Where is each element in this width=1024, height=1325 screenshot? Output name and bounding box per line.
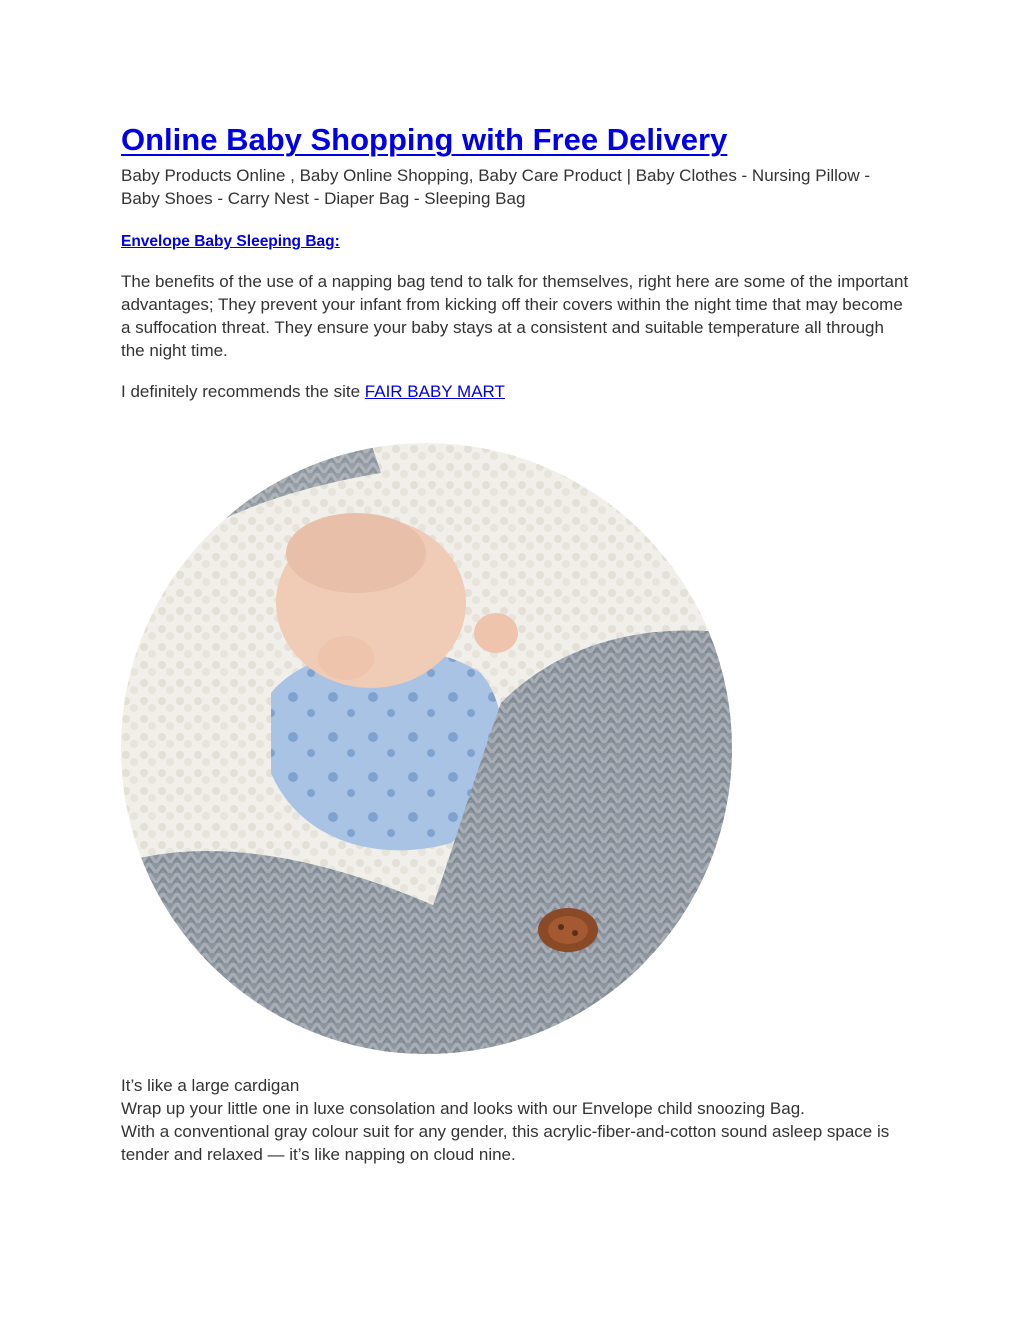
description-line-3: With a conventional gray colour suit for any gender, this acrylic-fiber-and-cotton sound asleep space is tender and relaxed — it’s like napping on cloud nine. bbox=[121, 1122, 890, 1164]
page-subtitle: Baby Products Online , Baby Online Shopping, Baby Care Product | Baby Clothes - Nursing Pillow - Baby Shoes - Carry Nest - Diaper Bag - Sleeping Bag bbox=[121, 166, 871, 208]
baby-photo-icon bbox=[121, 443, 732, 1054]
recommend-text: I definitely recommends the site bbox=[121, 382, 365, 401]
product-description bbox=[121, 1074, 921, 1166]
article bbox=[121, 118, 921, 403]
description-line-1: It’s like a large cardigan bbox=[121, 1076, 300, 1095]
intro-paragraph: The benefits of the use of a napping bag tend to talk for themselves, right here are some of the important advantages; They prevent your infant from kicking off their covers within the night time that may become a suffocation threat. They ensure your baby stays at a consistent and suitable temperature all through the night time. bbox=[121, 272, 909, 360]
page-title-link[interactable]: Online Baby Shopping with Free Delivery bbox=[121, 122, 728, 157]
recommend-line bbox=[121, 380, 921, 403]
fair-baby-mart-link[interactable]: FAIR BABY MART bbox=[364, 382, 505, 401]
description-line-2: Wrap up your little one in luxe consolation and looks with our Envelope child snoozing Bag. bbox=[121, 1099, 805, 1118]
baby-photo bbox=[121, 443, 732, 1054]
section-heading-link[interactable]: Envelope Baby Sleeping Bag: bbox=[121, 233, 340, 250]
